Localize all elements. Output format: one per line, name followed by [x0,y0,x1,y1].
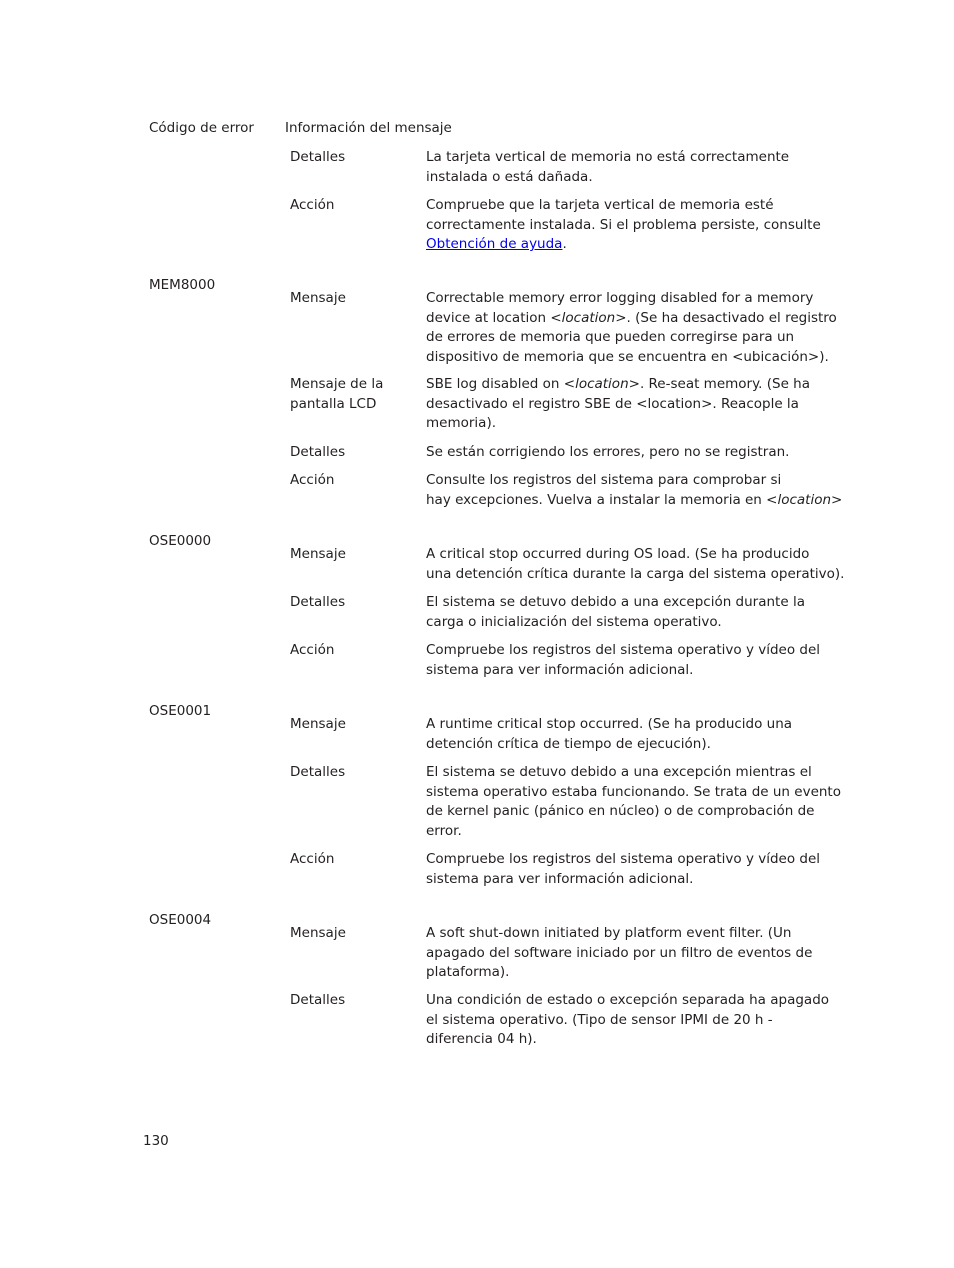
text-line: SBE log disabled on <location>. Re-seat memory. (Se ha [426,376,811,392]
text-line: Una condición de estado o excepción separada ha apagado [426,992,830,1008]
link-suffix: . [562,236,567,252]
text-line: Consulte los registros del sistema para comprobar si [426,472,782,488]
text-line: hay excepciones. Vuelva a instalar la memoria en <location> [426,491,843,508]
text-line: sistema para ver información adicional. [426,870,694,887]
row-text-mensaje [426,924,836,983]
row-label-detalles: Detalles [290,149,346,165]
row-label-accion: Acción [290,851,335,867]
text-line: desactivado el registro SBE de <location>. Reacople la [426,395,799,412]
text-line: correctamente instalada. Si el problema persiste, consulte [426,216,821,233]
text-line: el sistema operativo. (Tipo de sensor IPMI de 20 h - [426,1011,773,1028]
text-line: instalada o está dañada. [426,168,593,185]
text-line: detención crítica de tiempo de ejecución). [426,735,711,752]
column-header-message-info: Información del mensaje [285,120,452,136]
text-line: apagado del software iniciado por un filtro de eventos de [426,944,813,961]
text-line: A runtime critical stop occurred. (Se ha producido una [426,716,793,732]
row-text-accion [426,471,843,510]
text-line: Correctable memory error logging disabled for a memory [426,290,814,306]
text-line: una detención crítica durante la carga del sistema operativo). [426,565,845,582]
text-line: de errores de memoria que pueden corregirse para un [426,329,795,345]
column-header-error-code: Código de error [149,120,254,136]
text-line: Compruebe los registros del sistema operativo y vídeo del [426,851,821,867]
text-line: Compruebe que la tarjeta vertical de memoria esté [426,197,774,213]
row-text-detalles [426,763,841,841]
text-line: carga o inicialización del sistema operativo. [426,613,722,630]
row-label-mensaje: Mensaje [290,716,346,732]
error-code-ose0004: OSE0004 [149,912,212,928]
text-line: Compruebe los registros del sistema operativo y vídeo del [426,642,821,658]
text-line: de kernel panic (pánico en núcleo) o de comprobación de [426,803,815,819]
row-text-detalles [426,991,836,1050]
label-line: Mensaje de la [290,376,384,392]
text-line: A soft shut-down initiated by platform event filter. (Un [426,925,792,941]
text-line: El sistema se detuvo debido a una excepción mientras el [426,764,812,780]
row-text-accion [426,641,836,680]
help-link[interactable]: Obtención de ayuda [426,236,563,252]
row-label-detalles: Detalles [290,992,346,1008]
error-code-ose0000: OSE0000 [149,533,212,549]
row-label-accion: Acción [290,472,335,488]
text-line: diferencia 04 h). [426,1031,537,1047]
text-line: dispositivo de memoria que se encuentra en <ubicación>). [426,348,829,365]
text-line: device at location <location>. (Se ha desactivado el registro [426,309,837,326]
text-line: error. [426,822,462,839]
row-text-mensaje [426,289,836,367]
row-label-detalles: Detalles [290,594,346,610]
text-line: sistema operativo estaba funcionando. Se trata de un evento [426,783,841,800]
row-label-mensaje: Mensaje [290,925,346,941]
row-label-mensaje: Mensaje [290,546,346,562]
text-line [426,235,836,255]
error-code-ose0001: OSE0001 [149,703,212,719]
page-number: 130 [143,1133,169,1149]
text-line: sistema para ver información adicional. [426,661,694,678]
text-line: memoria). [426,415,496,431]
label-line: pantalla LCD [290,395,377,412]
row-text-accion [426,850,836,889]
text-line: A critical stop occurred during OS load. (Se ha producido [426,546,810,562]
row-text-mensaje [426,545,845,584]
row-label-mensaje: Mensaje [290,290,346,306]
error-code-mem8000: MEM8000 [149,277,216,293]
row-label-detalles: Detalles [290,764,346,780]
row-text-detalles [426,148,836,187]
row-label-lcd-message [290,375,410,414]
text-line: El sistema se detuvo debido a una excepción durante la [426,594,805,610]
row-label-accion: Acción [290,197,335,213]
text-line: plataforma). [426,964,510,980]
text-line: Se están corrigiendo los errores, pero no se registran. [426,444,790,460]
row-label-accion: Acción [290,642,335,658]
row-text-accion [426,196,836,255]
row-text-lcd-message [426,375,836,434]
row-text-detalles [426,593,836,632]
row-label-detalles: Detalles [290,444,346,460]
row-text-detalles [426,443,836,463]
row-text-mensaje [426,715,836,754]
text-line: La tarjeta vertical de memoria no está correctamente [426,149,790,165]
